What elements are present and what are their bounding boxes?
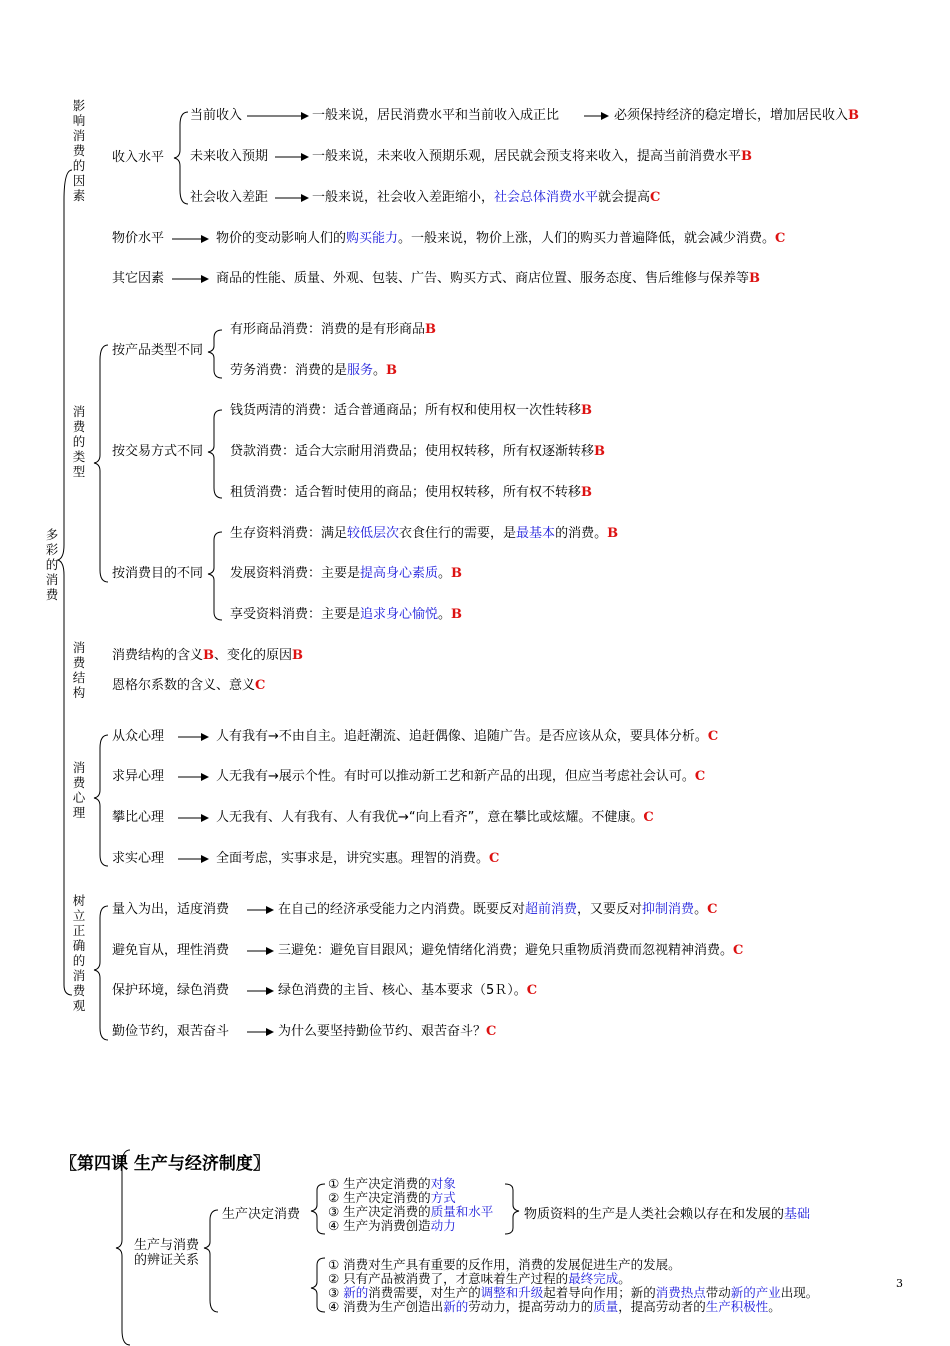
prod-decides: 生产决定消费	[222, 1207, 301, 1222]
relation-label-1: 生产与消费	[134, 1238, 200, 1253]
value-2: 避免盲从，理性消费	[112, 943, 230, 958]
section-leixing: 消费的类型	[72, 404, 86, 479]
section-jiegou: 消费结构	[72, 640, 86, 700]
page-number: 3	[896, 1277, 903, 1290]
reaction-2: ② 只有产品被消费了，才意味着生产过程的最终完成。	[328, 1271, 631, 1286]
structure-1: 消费结构的含义B、变化的原因B	[112, 648, 304, 663]
factor-other: 其它因素	[112, 271, 165, 286]
factor-current-desc: 一般来说，居民消费水平和当前收入成正比	[312, 108, 560, 123]
factor-income: 收入水平	[112, 150, 165, 165]
section-shuli: 树立正确的消费观	[72, 893, 86, 1013]
type-by-purpose: 按消费目的不同	[112, 566, 204, 581]
factor-current-tail: 必须保持经济的稳定增长，增加居民收入B	[614, 108, 860, 123]
reaction-3: ③ 新的消费需要，对生产的调整和升级起着导向作用；新的消费热点带动新的产业出现。	[328, 1285, 819, 1300]
type-enjoy: 享受资料消费：主要是追求身心愉悦。B	[230, 607, 463, 622]
type-tangible: 有形商品消费：消费的是有形商品B	[230, 322, 437, 337]
section-duocai: 多彩的消费	[45, 527, 59, 602]
value-4-desc: 为什么要坚持勤俭节约、艰苦奋斗？C	[278, 1024, 497, 1039]
factor-future-desc: 一般来说，未来收入预期乐观，居民就会预支将来收入，提高当前消费水平B	[312, 149, 753, 164]
psy-2-desc: 人无我有→展示个性。有时可以推动新工艺和新产品的出现，但应当考虑社会认可。C	[216, 769, 706, 784]
factor-current: 当前收入	[190, 108, 243, 123]
decide-3: ③ 生产决定消费的质量和水平	[328, 1204, 494, 1219]
type-by-trade: 按交易方式不同	[112, 444, 204, 459]
type-cash: 钱货两清的消费：适合普通商品；所有权和使用权一次性转移B	[230, 403, 593, 418]
factor-gap: 社会收入差距	[190, 190, 269, 205]
type-develop: 发展资料消费：主要是提高身心素质。B	[230, 566, 463, 581]
value-3-desc: 绿色消费的主旨、核心、基本要求（5Ｒ）。C	[278, 983, 538, 998]
value-2-desc: 三避免：避免盲目跟风；避免情绪化消费；避免只重物质消费而忽视精神消费。C	[278, 943, 744, 958]
psy-2: 求异心理	[112, 769, 165, 784]
reaction-1: ① 消费对生产具有重要的反作用，消费的发展促进生产的发展。	[328, 1257, 681, 1272]
type-lease: 租赁消费：适合暂时使用的商品；使用权转移，所有权不转移B	[230, 485, 593, 500]
structure-2: 恩格尔系数的含义、意义C	[112, 678, 266, 693]
factor-price-desc: 物价的变动影响人们的购买能力。一般来说，物价上涨，人们的购买力普遍降低，就会减少消费。C	[216, 231, 786, 246]
decide-4: ④ 生产为消费创造动力	[328, 1218, 456, 1233]
factor-future: 未来收入预期	[190, 149, 269, 164]
psy-3-desc: 人无我有、人有我有、人有我优→“向上看齐”，意在攀比或炫耀。不健康。C	[216, 810, 654, 825]
section-yingxiang: 影响消费的因素	[72, 98, 86, 203]
factor-gap-desc: 一般来说，社会收入差距缩小，社会总体消费水平就会提高C	[312, 190, 661, 205]
value-1: 量入为出，适度消费	[112, 902, 230, 917]
type-by-product: 按产品类型不同	[112, 343, 204, 358]
section-xinli: 消费心理	[72, 760, 86, 820]
factor-price: 物价水平	[112, 231, 165, 246]
decide-2: ② 生产决定消费的方式	[328, 1190, 456, 1205]
relation-label-2: 的辨证关系	[134, 1253, 200, 1268]
production-basis: 物质资料的生产是人类社会赖以存在和发展的基础	[524, 1207, 811, 1222]
psy-4: 求实心理	[112, 851, 165, 866]
decide-1: ① 生产决定消费的对象	[328, 1176, 456, 1191]
psy-1: 从众心理	[112, 729, 165, 744]
psy-4-desc: 全面考虑，实事求是，讲究实惠。理智的消费。C	[216, 851, 500, 866]
value-1-desc: 在自己的经济承受能力之内消费。既要反对超前消费，又要反对抑制消费。C	[278, 902, 718, 917]
type-survival: 生存资料消费：满足较低层次衣食住行的需要，是最基本的消费。B	[230, 526, 619, 541]
factor-other-desc: 商品的性能、质量、外观、包装、广告、购买方式、商店位置、服务态度、售后维修与保养等B	[216, 271, 761, 286]
type-loan: 贷款消费：适合大宗耐用消费品；使用权转移，所有权逐渐转移B	[230, 444, 606, 459]
lesson4-title: 〖第四课 生产与经济制度〗	[60, 1154, 270, 1174]
psy-3: 攀比心理	[112, 810, 165, 825]
type-service: 劳务消费：消费的是服务。B	[230, 363, 398, 378]
reaction-4: ④ 消费为生产创造出新的劳动力，提高劳动力的质量，提高劳动者的生产积极性。	[328, 1299, 781, 1314]
value-4: 勤俭节约，艰苦奋斗	[112, 1024, 230, 1039]
psy-1-desc: 人有我有→不由自主。追赶潮流、追赶偶像、追随广告。是否应该从众，要具体分析。C	[216, 729, 719, 744]
value-3: 保护环境，绿色消费	[112, 983, 230, 998]
